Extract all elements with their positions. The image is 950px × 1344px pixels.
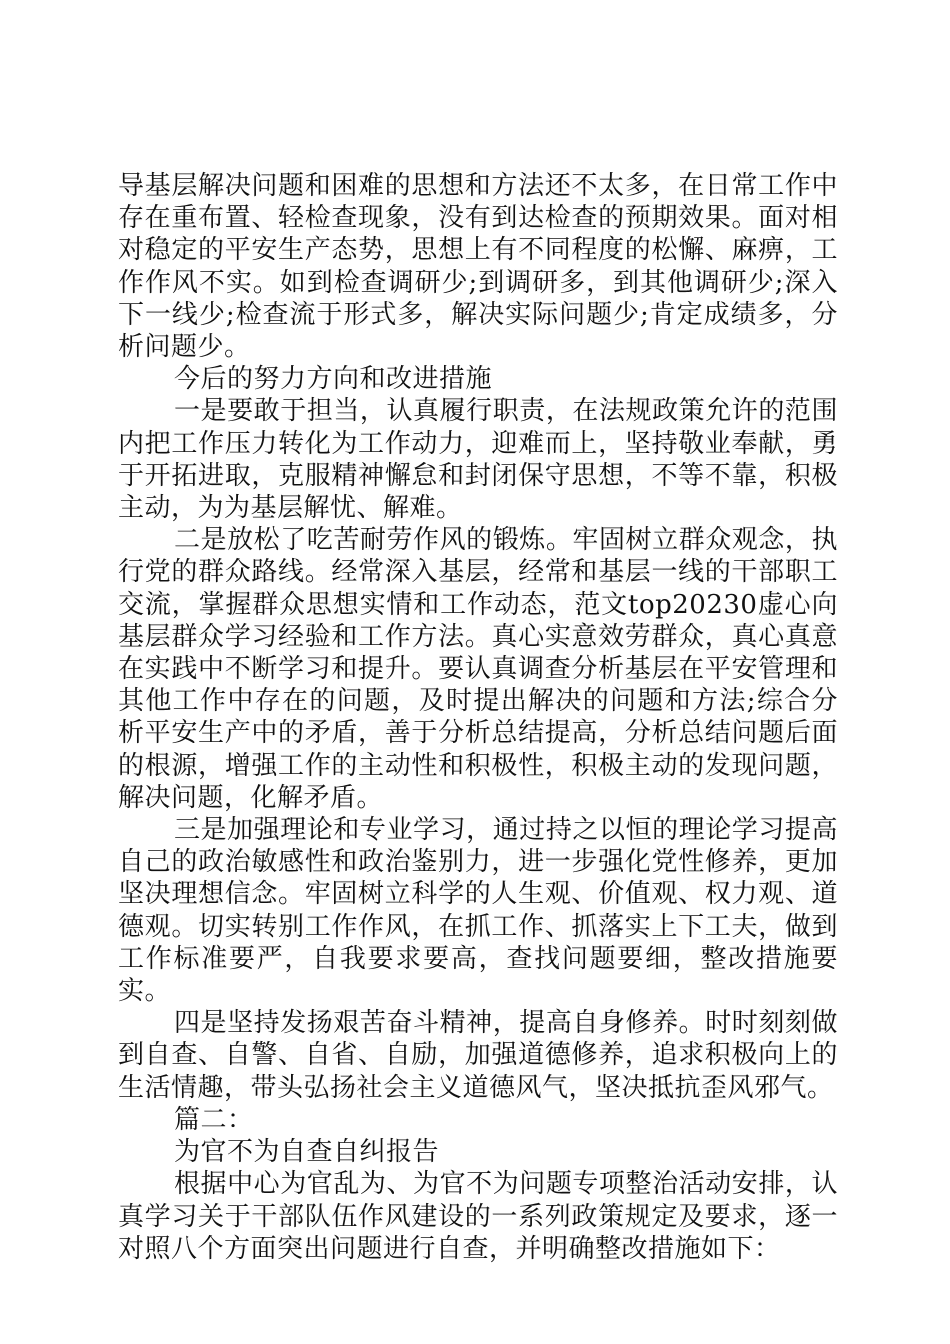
paragraph-measure-4: 四是坚持发扬艰苦奋斗精神，提高自身修养。时时刻刻做到自查、自警、自省、自励，加强道德修养，追求积极向上的生活情趣，带头弘扬社会主义道德风气，坚决抵抗歪风邪气。 bbox=[118, 1008, 838, 1103]
paragraph-measure-2: 二是放松了吃苦耐劳作风的锻炼。牢固树立群众观念，执行党的群众路线。经常深入基层，经常和基层一线的干部职工交流，掌握群众思想实情和工作动态，范文top20230虚心向基层群众学习经验和工作方法。真心实意效劳群众，真心真意在实践中不断学习和提升。要认真调查分析基层在平安管理和其他工作中存在的问题，及时提出解决的问题和方法;综合分析平安生产中的矛盾，善于分析总结提高，分析总结问题后面的根源，增强工作的主动性和积极性，积极主动的发现问题，解决问题，化解矛盾。 bbox=[118, 525, 838, 813]
section-heading-improvement: 今后的努力方向和改进措施 bbox=[174, 364, 493, 395]
paragraph-1: 导基层解决问题和困难的思想和方法还不太多，在日常工作中存在重布置、轻检查现象，没有到达检查的预期效果。面对相对稳定的平安生产态势，思想上有不同程度的松懈、麻痹，工作作风不实。如到检查调研少;到调研多，到其他调研少;深入下一线少;检查流于形式多，解决实际问题少;肯定成绩多，分析问题少。 bbox=[118, 171, 838, 363]
paragraph-intro: 根据中心为官乱为、为官不为问题专项整治活动安排，认真学习关于干部队伍作风建设的一系列政策规定及要求，逐一对照八个方面突出问题进行自查，并明确整改措施如下： bbox=[118, 1169, 838, 1264]
report-title: 为官不为自查自纠报告 bbox=[174, 1137, 440, 1168]
paragraph-measure-1: 一是要敢于担当，认真履行职责，在法规政策允许的范围内把工作压力转化为工作动力，迎难而上，坚持敬业奉献，勇于开拓进取，克服精神懈怠和封闭保守思想，不等不靠，积极主动，为为基层解忧、解难。 bbox=[118, 396, 838, 524]
section-label-part-two: 篇二： bbox=[174, 1104, 254, 1135]
document-body bbox=[118, 170, 838, 1265]
paragraph-measure-3: 三是加强理论和专业学习，通过持之以恒的理论学习提高自己的政治敏感性和政治鉴别力，进一步强化党性修养，更加坚决理想信念。牢固树立科学的人生观、价值观、权力观、道德观。切实转别工作作风，在抓工作、抓落实上下工夫，做到工作标准要严，自我要求要高，查找问题要细，整改措施要实。 bbox=[118, 815, 838, 1007]
